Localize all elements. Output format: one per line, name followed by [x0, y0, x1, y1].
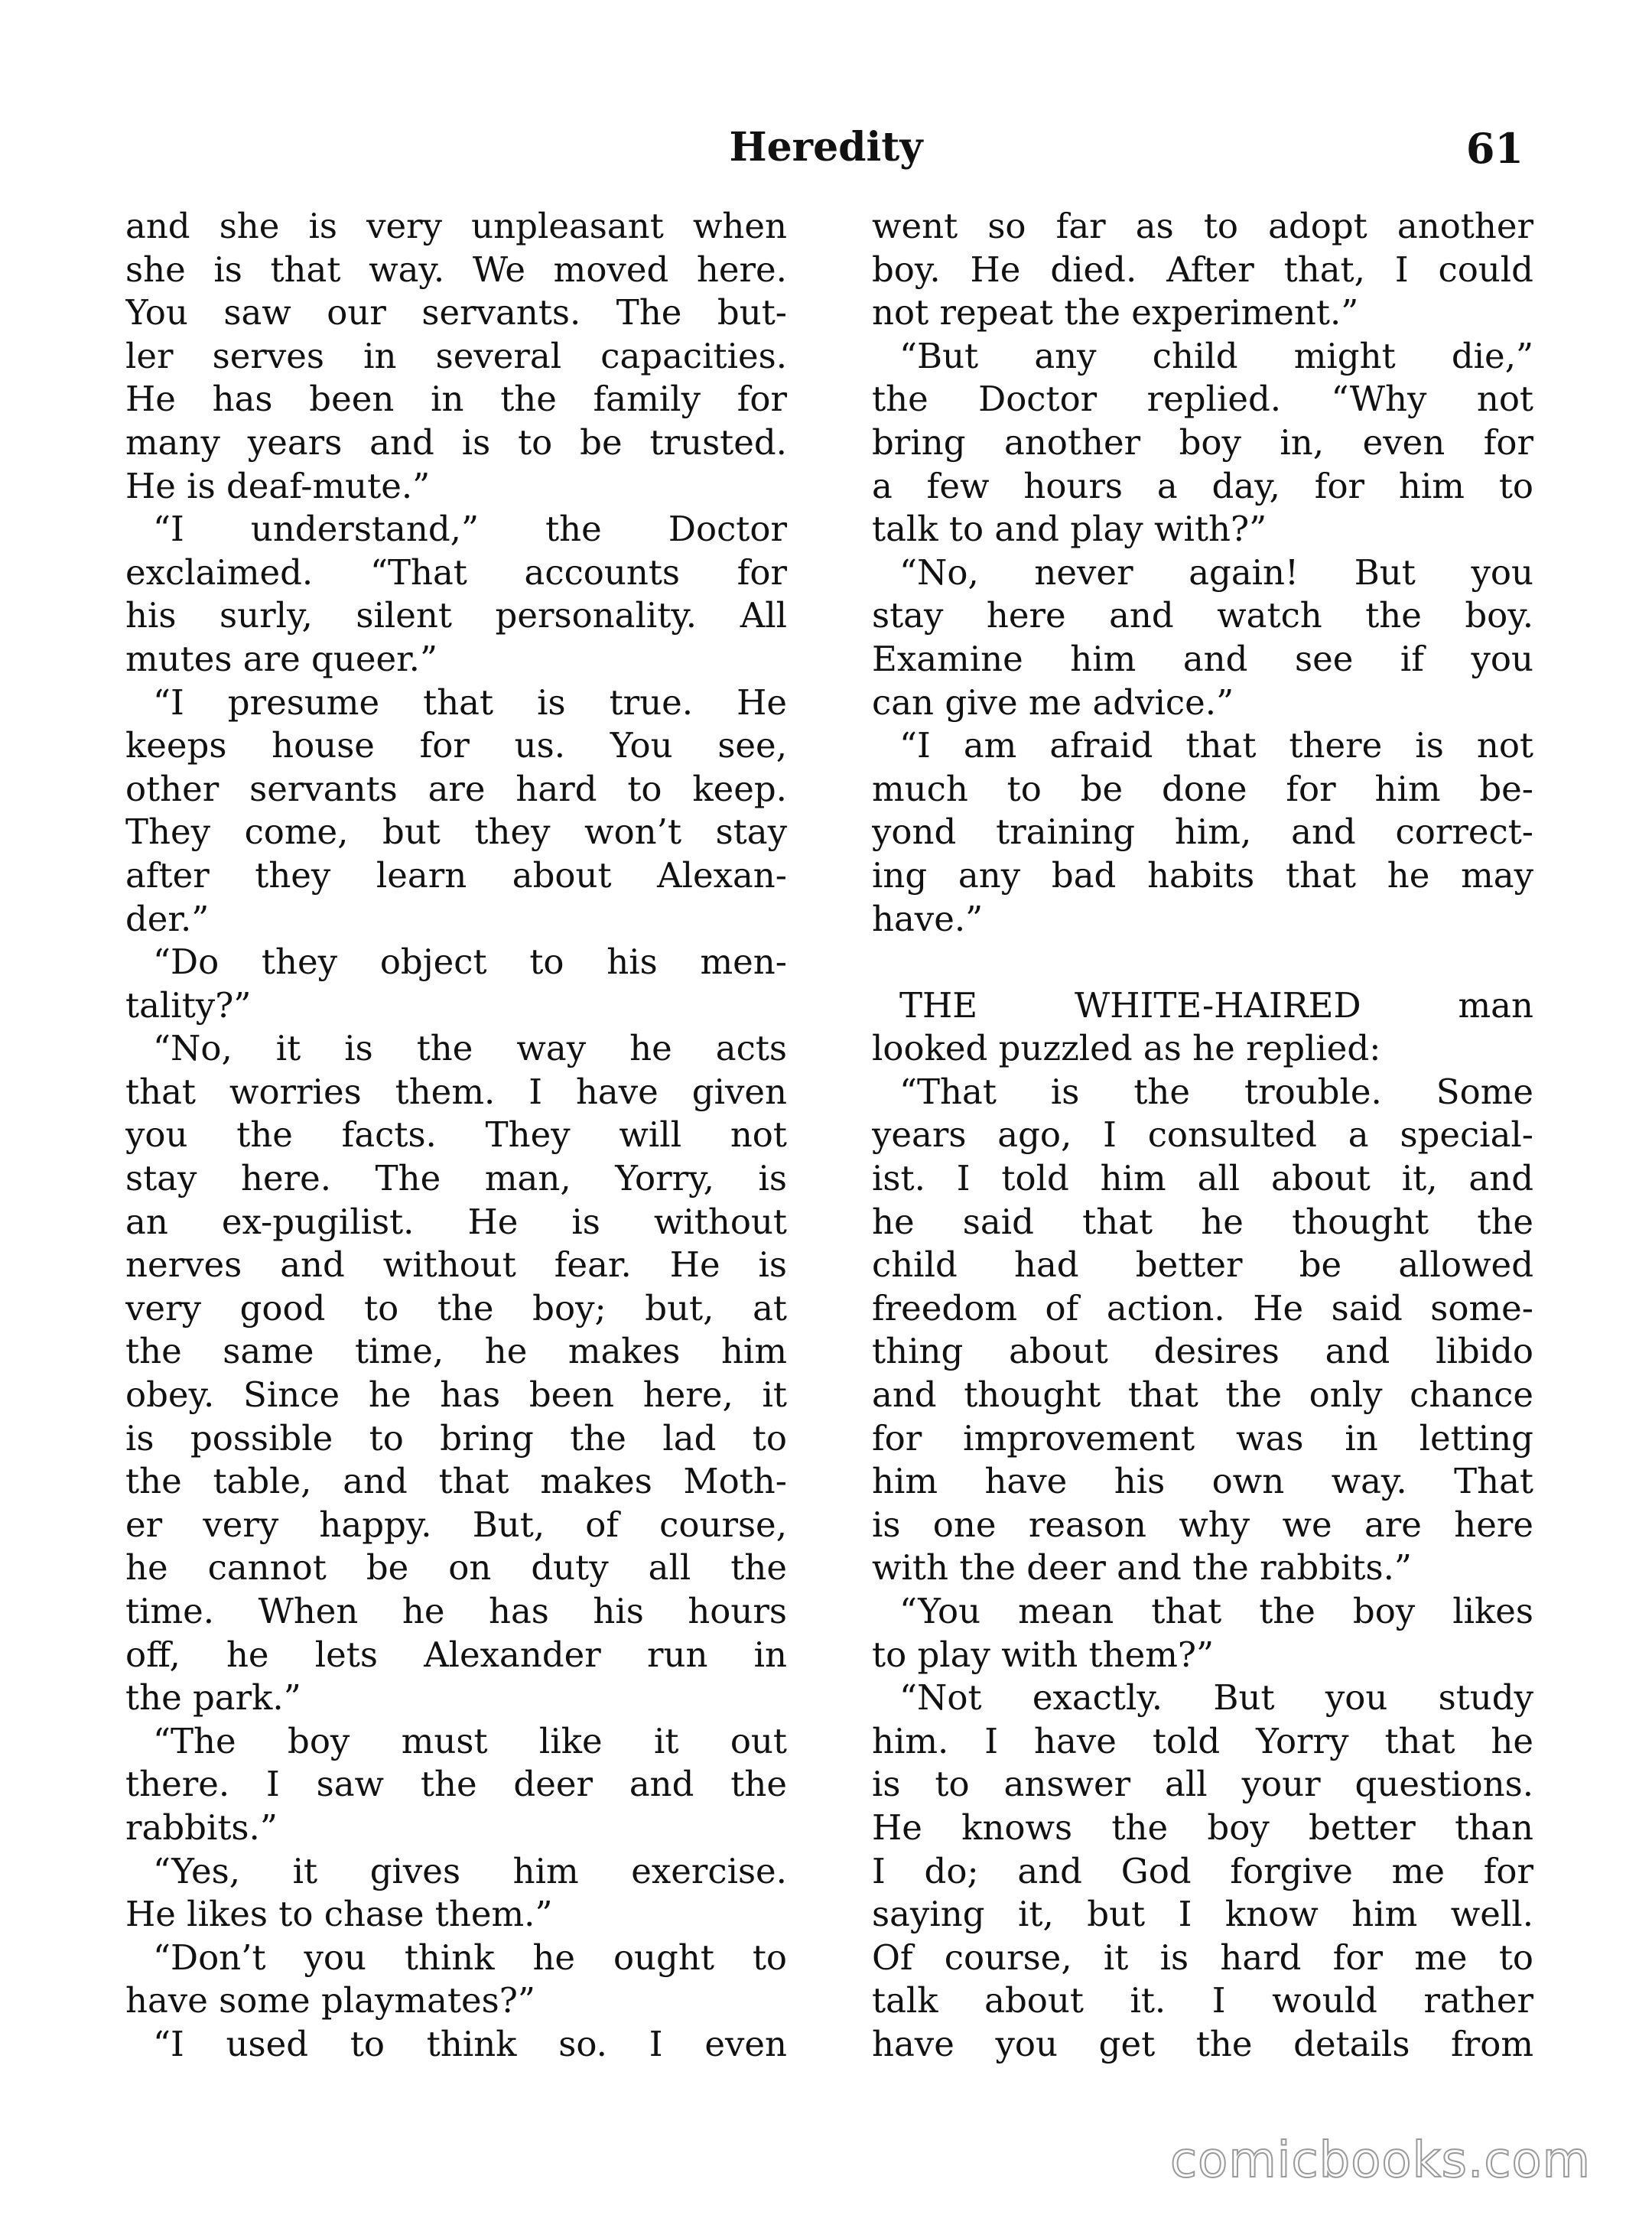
text-line: an ex-pugilist. He is without — [125, 1201, 787, 1242]
text-line: “I presume that is true. He — [153, 681, 787, 723]
text-line: very good to the boy; but, at — [125, 1287, 787, 1329]
text-line: the park.” — [125, 1677, 301, 1719]
text-line: that worries them. I have given — [125, 1071, 787, 1112]
text-line: rabbits.” — [125, 1807, 278, 1848]
text-line: is to answer all your questions. — [872, 1764, 1533, 1805]
text-line: with the deer and the rabbits.” — [872, 1547, 1412, 1589]
text-line: der.” — [125, 898, 210, 939]
text-line: can give me advice.” — [872, 681, 1234, 723]
text-line: They come, but they won’t stay — [125, 811, 787, 853]
text-line: off, he lets Alexander run in — [125, 1634, 787, 1675]
text-line: have.” — [872, 898, 984, 939]
text-line: ing any bad habits that he may — [872, 854, 1533, 896]
text-line: nerves and without fear. He is — [125, 1244, 787, 1286]
section-break — [872, 941, 1533, 984]
text-line: “I am afraid that there is not — [899, 725, 1533, 766]
text-line: “That is the trouble. Some — [899, 1071, 1533, 1112]
text-line: looked puzzled as he replied: — [872, 1028, 1381, 1069]
text-line: tality?” — [125, 984, 252, 1026]
text-line: his surly, silent personality. All — [125, 595, 787, 636]
text-line: THE WHITE-HAIRED man — [899, 984, 1533, 1026]
text-line: time. When he has his hours — [125, 1591, 787, 1631]
text-line: she is that way. We moved here. — [125, 249, 787, 290]
text-line: you the facts. They will not — [125, 1114, 787, 1156]
text-line: “The boy must like it out — [153, 1720, 787, 1761]
text-line: ist. I told him all about it, and — [872, 1158, 1533, 1199]
text-line: You saw our servants. The but- — [125, 292, 787, 333]
text-line: is possible to bring the lad to — [125, 1417, 787, 1459]
text-line: “Not exactly. But you study — [899, 1677, 1533, 1719]
text-line: mutes are queer.” — [125, 638, 437, 679]
text-line: thing about desires and libido — [872, 1331, 1533, 1372]
text-line: there. I saw the deer and the — [125, 1764, 787, 1805]
left-text-column — [125, 205, 787, 2067]
text-line: stay here and watch the boy. — [872, 595, 1533, 636]
watermark: comicbooks.com — [1169, 2132, 1591, 2189]
text-line: “You mean that the boy likes — [899, 1591, 1533, 1631]
text-line: the table, and that makes Moth- — [125, 1461, 787, 1502]
text-line: to play with them?” — [872, 1634, 1215, 1675]
text-line: yond training him, and correct- — [872, 811, 1533, 853]
text-line: and she is very unpleasant when — [125, 206, 787, 246]
text-line: I do; and God forgive me for — [872, 1850, 1533, 1891]
text-line: “Do they object to his men- — [153, 942, 787, 983]
text-line: Examine him and see if you — [872, 638, 1533, 679]
text-line: “I understand,” the Doctor — [153, 509, 787, 550]
text-line: He likes to chase them.” — [125, 1894, 553, 1935]
text-line: the Doctor replied. “Why not — [872, 379, 1533, 420]
text-line: Of course, it is hard for me to — [872, 1937, 1533, 1978]
text-line: “Don’t you think he ought to — [153, 1937, 787, 1978]
text-line: he cannot be on duty all the — [125, 1547, 787, 1589]
text-line: and thought that the only chance — [872, 1374, 1533, 1416]
text-line: child had better be allowed — [872, 1244, 1533, 1286]
text-line: he said that he thought the — [872, 1201, 1533, 1242]
text-line: He knows the boy better than — [872, 1807, 1533, 1848]
text-line: him have his own way. That — [872, 1461, 1533, 1502]
text-line: a few hours a day, for him to — [872, 465, 1533, 506]
text-line: exclaimed. “That accounts for — [125, 551, 787, 593]
text-line: saying it, but I know him well. — [872, 1894, 1533, 1935]
text-line: talk about it. I would rather — [872, 1980, 1533, 2021]
text-line: have some playmates?” — [125, 1980, 535, 2021]
text-line: have you get the details from — [872, 2023, 1533, 2064]
text-line: is one reason why we are here — [872, 1504, 1533, 1545]
text-line: talk to and play with?” — [872, 509, 1267, 550]
text-line: ler serves in several capacities. — [125, 335, 787, 376]
text-line: “I used to think so. I even — [153, 2023, 787, 2064]
text-line: other servants are hard to keep. — [125, 768, 787, 809]
text-line: “But any child might die,” — [899, 335, 1533, 376]
text-line: much to be done for him be- — [872, 768, 1533, 809]
text-line: years ago, I consulted a special- — [872, 1114, 1533, 1156]
text-line: obey. Since he has been here, it — [125, 1374, 787, 1416]
text-line: “No, it is the way he acts — [153, 1028, 787, 1069]
text-line: He is deaf-mute.” — [125, 465, 431, 506]
text-line: stay here. The man, Yorry, is — [125, 1158, 787, 1199]
text-line: freedom of action. He said some- — [872, 1287, 1533, 1329]
text-line: for improvement was in letting — [872, 1417, 1533, 1459]
text-line: keeps house for us. You see, — [125, 725, 787, 766]
text-line: the same time, he makes him — [125, 1331, 787, 1372]
text-line: him. I have told Yorry that he — [872, 1720, 1533, 1761]
text-line: bring another boy in, even for — [872, 421, 1533, 463]
text-line: “No, never again! But you — [899, 551, 1533, 593]
text-line: not repeat the experiment.” — [872, 292, 1359, 333]
text-line: after they learn about Alexan- — [125, 854, 787, 896]
page-number: 61 — [1465, 124, 1524, 173]
text-line: boy. He died. After that, I could — [872, 249, 1533, 290]
page-title: Heredity — [729, 124, 923, 171]
text-line: many years and is to be trusted. — [125, 421, 787, 463]
text-line: He has been in the family for — [125, 379, 787, 420]
text-line: er very happy. But, of course, — [125, 1504, 787, 1545]
text-line: went so far as to adopt another — [872, 206, 1533, 246]
text-line: “Yes, it gives him exercise. — [153, 1850, 787, 1891]
right-text-column — [872, 205, 1533, 2067]
